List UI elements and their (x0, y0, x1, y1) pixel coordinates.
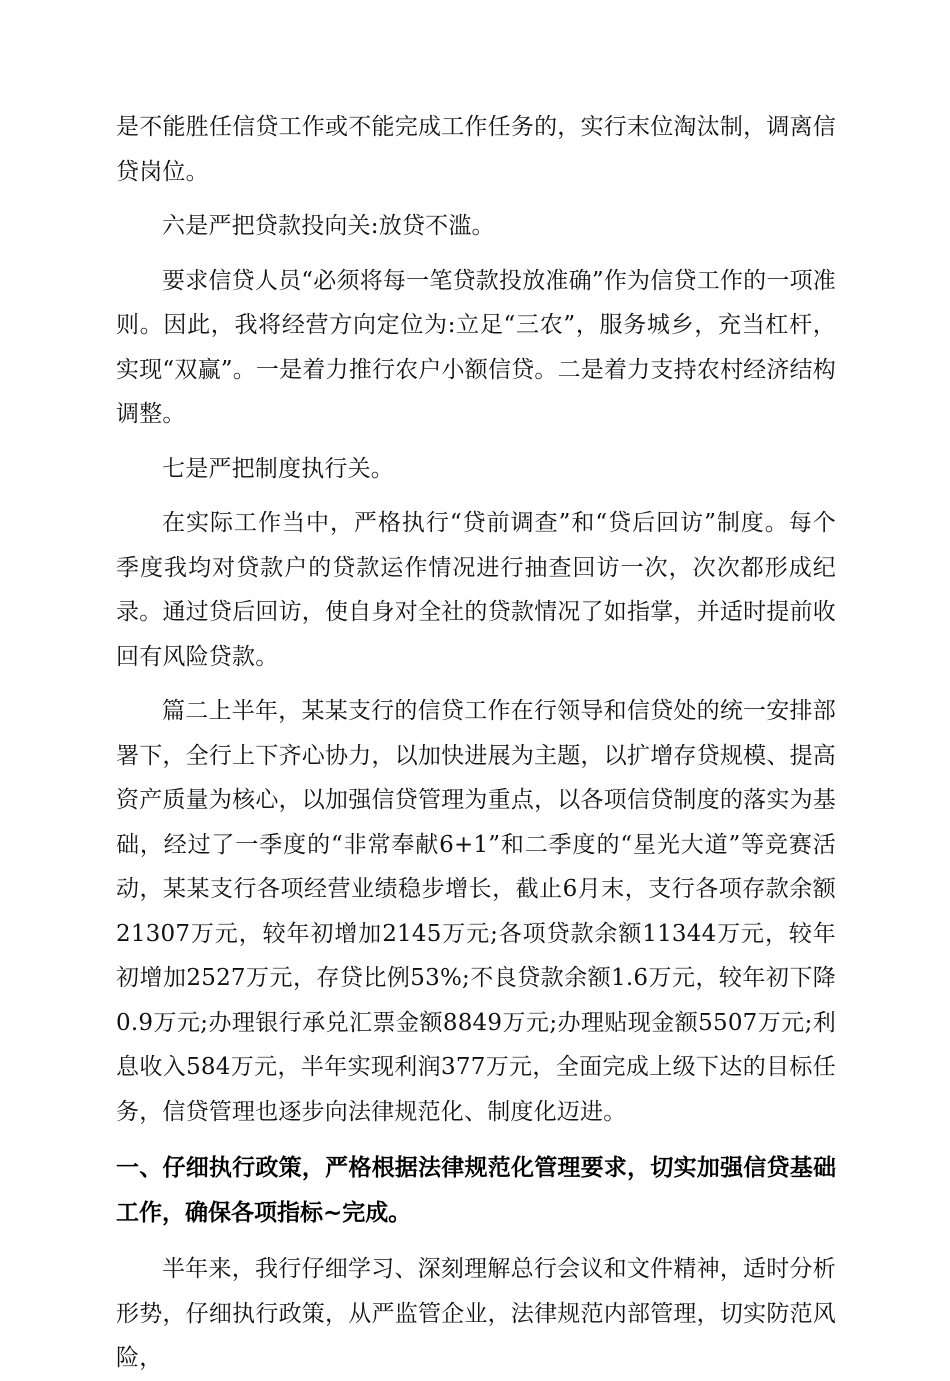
document-body (116, 105, 836, 1381)
paragraph-section-seven-title: 七是严把制度执行关。 (162, 455, 394, 482)
paragraph-section-six-title: 六是严把贷款投向关:放贷不滥。 (162, 213, 495, 239)
paragraph-loan-direction: 要求信贷人员“必须将每一笔贷款投放准确”作为信贷工作的一项准则。因此，我将经营方向定位为:立足“三农”，服务城乡，充当杠杆，实现“双赢”。一是着力推行农户小额信贷。二是着力支持农村经济结构调整。 (116, 267, 836, 427)
paragraph-part-two-summary: 篇二上半年，某某支行的信贷工作在行领导和信贷处的统一安排部署下，全行上下齐心协力，以加快进展为主题，以扩增存贷规模、提高资产质量为核心，以加强信贷管理为重点，以各项信贷制度的落实为基础，经过了一季度的“非常奉献6+1”和二季度的“星光大道”等竞赛活动，某某支行各项经营业绩稳步增长，截止6月末，支行各项存款余额21307万元，较年初增加2145万元;各项贷款余额11344万元，较年初增加2527万元，存贷比例53%;不良贷款余额1.6万元，较年初下降0.9万元;办理银行承兑汇票金额8849万元;办理贴现金额5507万元;利息收入584万元，半年实现利润377万元，全面完成上级下达的目标任务，信贷管理也逐步向法律规范化、制度化迈进。 (116, 698, 836, 1125)
paragraph-half-year: 半年来，我行仔细学习、深刻理解总行会议和文件精神，适时分析形势，仔细执行政策，从严监管企业，法律规范内部管理，切实防范风险， (116, 1256, 836, 1371)
section-heading-one: 一、仔细执行政策，严格根据法律规范化管理要求，切实加强信贷基础工作，确保各项指标~完成。 (116, 1155, 836, 1226)
paragraph-continuation: 是不能胜任信贷工作或不能完成工作任务的，实行末位淘汰制，调离信贷岗位。 (116, 114, 836, 185)
paragraph-system-execution: 在实际工作当中，严格执行“贷前调查”和“贷后回访”制度。每个季度我均对贷款户的贷款运作情况进行抽查回访一次，次次都形成纪录。通过贷后回访，使自身对全社的贷款情况了如指掌，并适时提前收回有风险贷款。 (116, 510, 836, 670)
